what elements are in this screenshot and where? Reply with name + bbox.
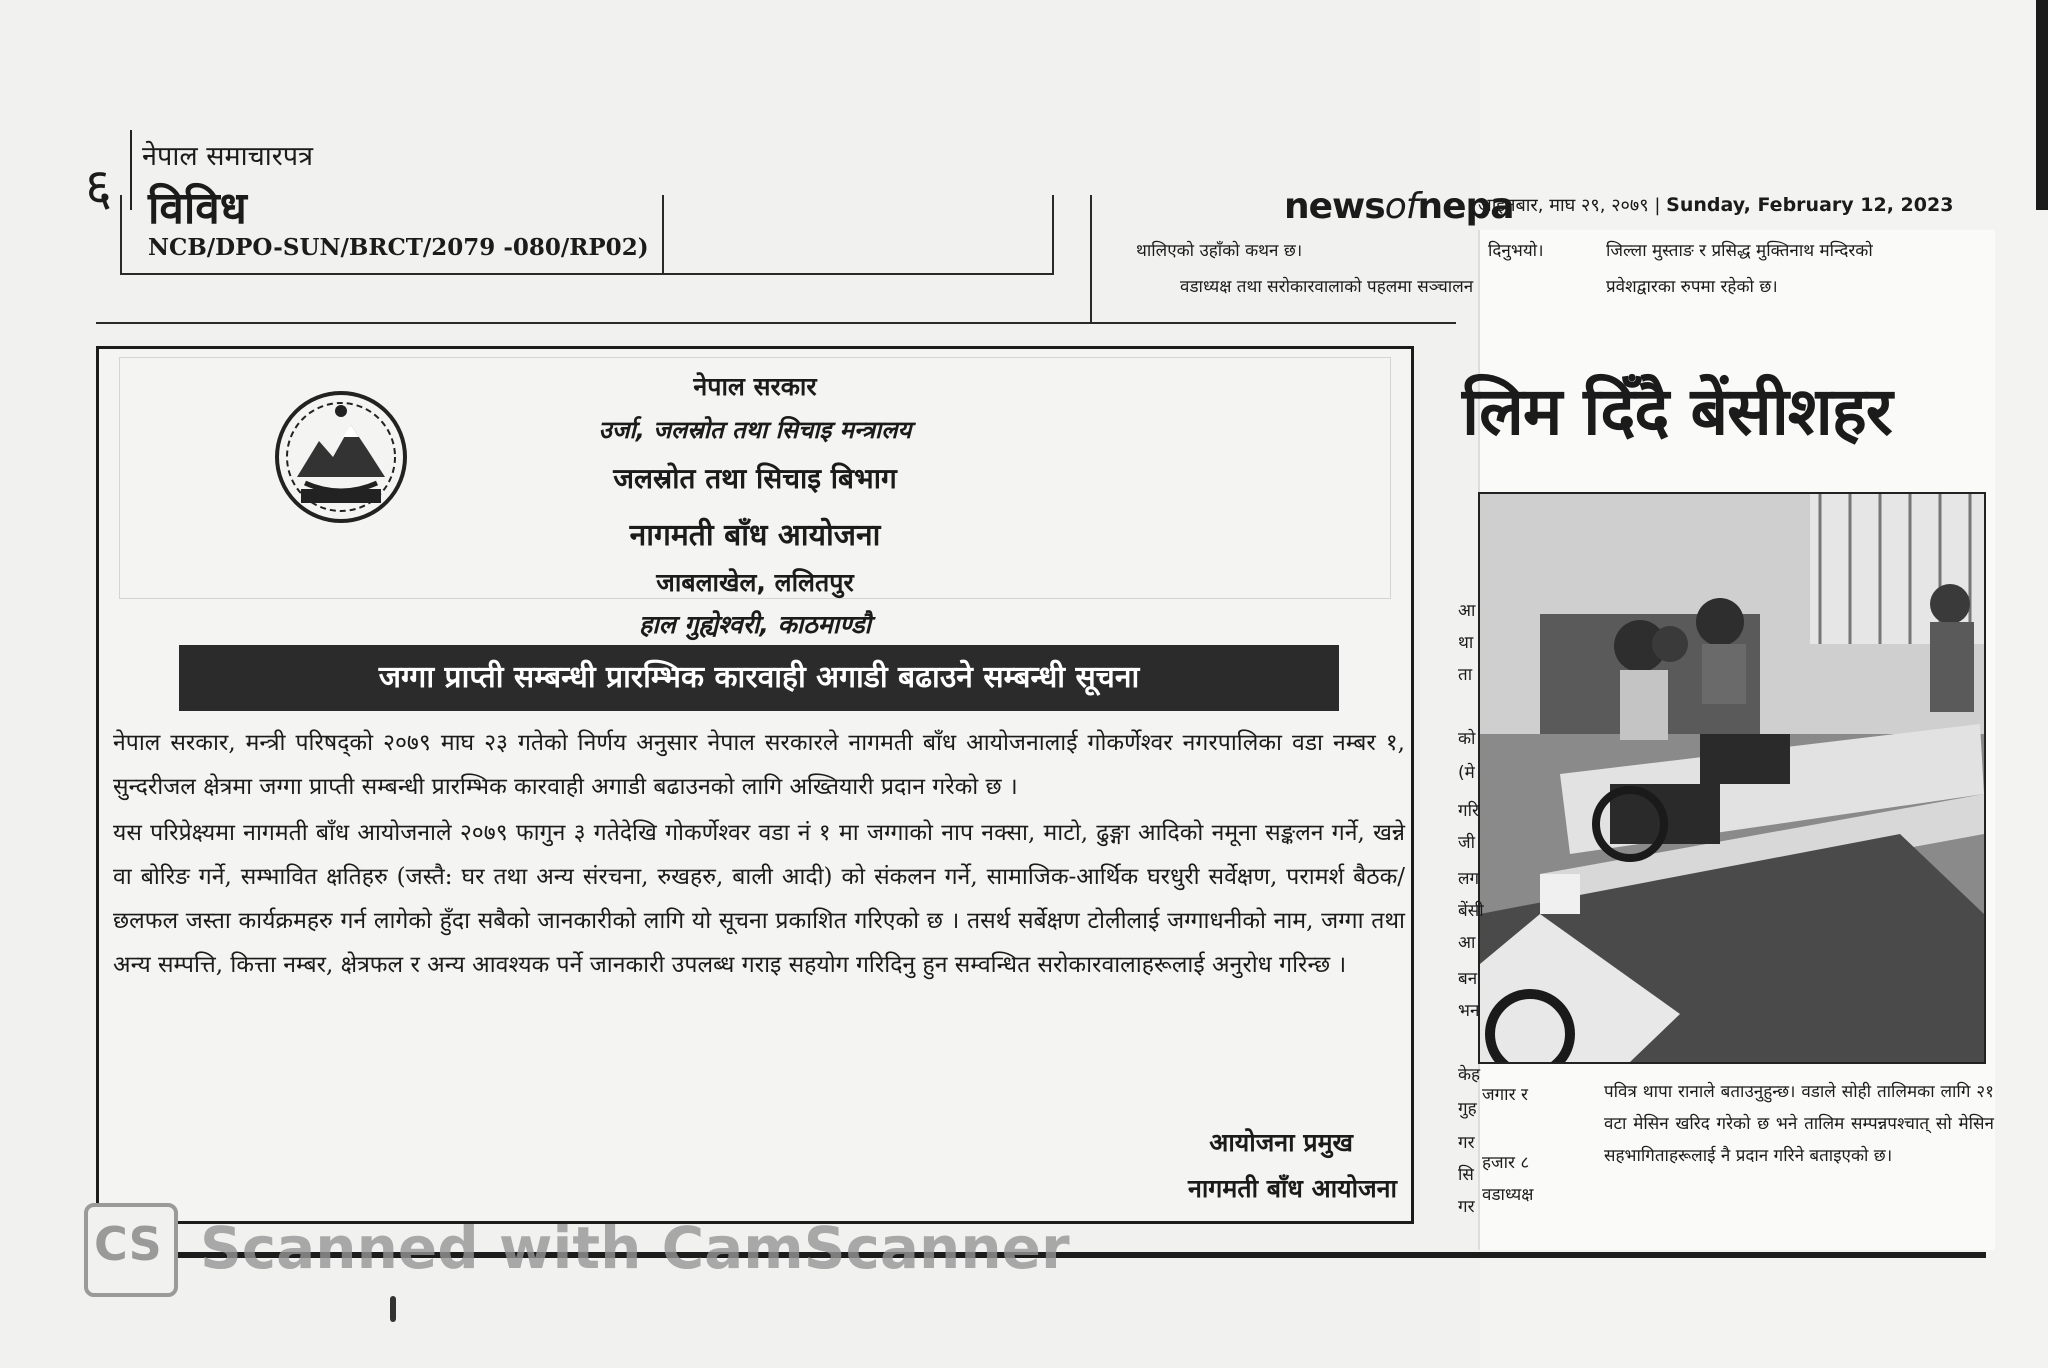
- camscanner-logo-icon: [84, 1203, 178, 1297]
- cut-text: को: [1458, 729, 1476, 749]
- date-english: Sunday, February 12, 2023: [1666, 194, 1954, 216]
- cut-text: बन: [1458, 969, 1478, 989]
- page-number: ६: [85, 158, 113, 218]
- caption-left-fragment: वडाध्यक्ष: [1482, 1185, 1534, 1205]
- article-headline: लिम दिँदै बेंसीशहर: [1462, 373, 1892, 450]
- cut-text: गर: [1458, 1133, 1475, 1153]
- contract-id: NCB/DPO-SUN/BRCT/2079 -080/RP02): [148, 234, 649, 261]
- notice-body: [113, 721, 1405, 989]
- snippet-text: दिनुभयो।: [1488, 241, 1544, 261]
- signatory-title: आयोजना प्रमुख: [1209, 1128, 1353, 1157]
- sewing-training-photo: [1478, 492, 1986, 1064]
- org-department: जलस्रोत तथा सिचाइ बिभाग: [613, 462, 897, 495]
- cut-text: गर: [1458, 1197, 1475, 1217]
- scan-speck: [390, 1296, 396, 1322]
- logo-text: CS: [94, 1217, 162, 1271]
- notice-title: जग्गा प्राप्ती सम्बन्धी प्रारम्भिक कारवाही अगाडी बढाउने सम्बन्धी सूचना: [179, 645, 1339, 711]
- notice-paragraph-2: यस परिप्रेक्ष्यमा नागमती बाँध आयोजनाले २०७९ फागुन ३ गतेदेखि गोकर्णेश्वर वडा नं १ मा जग्गाको नाप नक्सा, माटो, ढुङ्गा आदिको नमूना सङ्कलन गर्ने, खन्ने वा बोरिङ गर्ने, सम्भावित क्षतिहरु (जस्तै: घर तथा अन्य संरचना, रुखहरु, बाली आदी) को संकलन गर्ने, सामाजिक-आर्थिक घरधुरी सर्वेक्षण, परामर्श बैठक/छलफल जस्ता कार्यक्रमहरु गर्न लागेको हुँदा सबैको जानकारीको लागि यो सूचना प्रकाशित गरिएको छ । तसर्थ सर्बेक्षण टोलीलाई जग्गाधनीको नाम, जग्गा तथा अन्य सम्पत्ति, कित्ता नम्बर, क्षेत्रफल र अन्य आवश्यक पर्ने जानकारी उपलब्ध गराइ सहयोग गरिदिनु हुन सम्वन्धित सरोकारवालाहरूलाई अनुरोध गरिन्छ ।: [113, 820, 1405, 978]
- snippet-text: थालिएको उहाँको कथन छ।: [1136, 241, 1303, 261]
- photo-caption: पवित्र थापा रानाले बताउनुहुन्छ। वडाले सोही तालिमका लागि २१ वटा मेसिन खरिद गरेको छ भने तालिम सम्पन्नपश्चात् सो मेसिन सहभागिताहरूलाई नै प्रदान गरिने बताइएको छ।: [1604, 1082, 1994, 1166]
- signatory-org: नागमती बाँध आयोजना: [1187, 1174, 1397, 1203]
- snippet-text: प्रवेशद्वारका रुपमा रहेको छ।: [1606, 277, 1778, 297]
- org-project: नागमती बाँध आयोजना: [629, 518, 881, 553]
- cut-text: भन: [1458, 1001, 1480, 1021]
- dateline: [1478, 193, 1953, 217]
- cut-text: गरि: [1458, 801, 1479, 821]
- column-rule: [1090, 195, 1092, 323]
- snippet-text: जिल्ला मुस्ताङ र प्रसिद्ध मुक्तिनाथ मन्दिरको: [1606, 241, 1873, 261]
- paper-name: नेपाल समाचारपत्र: [142, 141, 314, 172]
- box-divider: [662, 195, 664, 273]
- horizontal-rule: [96, 322, 1456, 324]
- cut-text: सि: [1458, 1165, 1474, 1185]
- cut-text: केह: [1458, 1065, 1481, 1085]
- scanner-watermark: Scanned with CamScanner: [200, 1214, 1070, 1282]
- brand-suffix: nepa: [1417, 186, 1514, 227]
- nepal-emblem-icon: [271, 387, 411, 527]
- brand-prefix: news: [1284, 186, 1385, 227]
- cut-text: जी: [1458, 833, 1476, 853]
- date-nepali: आइतबार, माघ २९, २०७९ |: [1478, 195, 1661, 216]
- cut-text: (मे: [1458, 763, 1475, 783]
- cut-text: बेंसी: [1458, 901, 1484, 921]
- scan-edge: [2036, 0, 2048, 210]
- org-address: जाबलाखेल, ललितपुर: [656, 568, 854, 597]
- cut-text: आ: [1458, 933, 1476, 953]
- cut-text: था: [1458, 633, 1474, 653]
- caption-left-fragment: जगार र: [1482, 1085, 1528, 1105]
- section-title: विविध: [148, 183, 247, 234]
- caption-left-fragment: हजार ८: [1482, 1153, 1530, 1173]
- org-ministry: उर्जा, जलस्रोत तथा सिचाइ मन्त्रालय: [598, 416, 912, 444]
- cut-text: ता: [1458, 665, 1473, 685]
- government-notice: [96, 346, 1414, 1224]
- org-government: नेपाल सरकार: [693, 372, 817, 401]
- cut-text: गुह: [1458, 1099, 1477, 1119]
- snippet-text: वडाध्यक्ष तथा सरोकारवालाको पहलमा सञ्चालन: [1180, 277, 1474, 297]
- cut-text: आ: [1458, 601, 1476, 621]
- brand-of: of: [1384, 186, 1418, 227]
- notice-paragraph-1: नेपाल सरकार, मन्त्री परिषद्को २०७९ माघ २३ गतेको निर्णय अनुसार नेपाल सरकारले नागमती बाँध आयोजनालाई गोकर्णेश्वर नगरपालिका वडा नम्बर १, सुन्दरीजल क्षेत्रमा जग्गा प्राप्ती सम्बन्धी प्रारम्भिक कारवाही अगाडी बढाउनको लागि अख्तियारी प्रदान गरेको छ ।: [113, 730, 1405, 800]
- org-current-address: हाल गुह्येश्वरी, काठमाण्डौ: [639, 610, 871, 639]
- cut-text: लग: [1458, 869, 1480, 889]
